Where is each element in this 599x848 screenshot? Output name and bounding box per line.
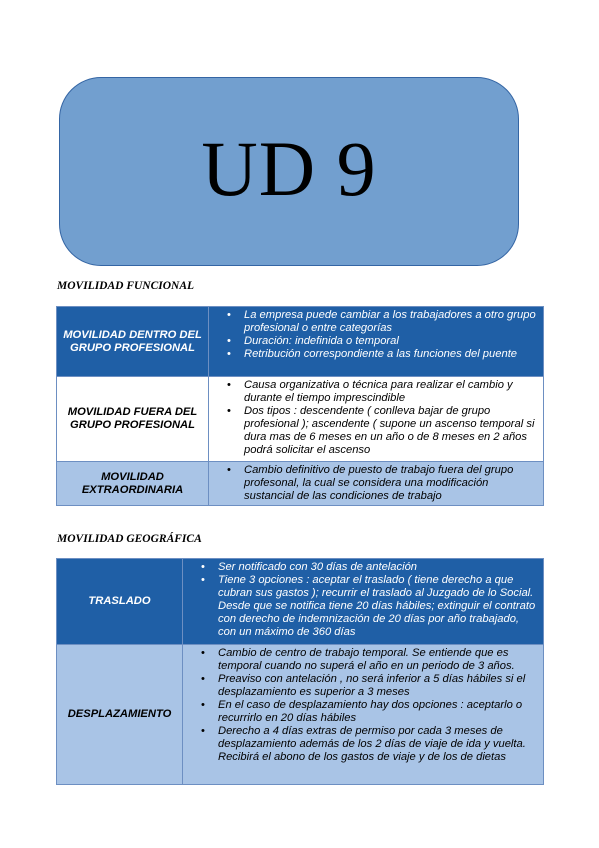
row-content xyxy=(209,377,544,462)
list-item: • Tiene 3 opciones : aceptar el traslado ( tiene derecho a que cubran sus gastos ); recurrir el traslado al Juzgado de lo Social. Desde que se notifica tiene 20 días hábiles; extinguir el contrato con derecho de indemnización de 20 días por año trabajado, con un máximo de 360 días xyxy=(183,574,539,639)
list-item: • Duración: indefinida o temporal xyxy=(209,335,539,348)
section-heading-movilidad-geografica: MOVILIDAD GEOGRÁFICA xyxy=(57,533,202,545)
list-item: • Dos tipos : descendente ( conlleva bajar de grupo profesional ); ascendente ( supone un ascenso temporal si dura mas de 6 meses en un año o de 8 meses en 2 años podrá solicitar el ascenso xyxy=(209,405,539,457)
row-label: MOVILIDAD EXTRAORDINARIA xyxy=(57,462,209,506)
title-banner xyxy=(59,77,519,266)
table-movilidad-geografica xyxy=(56,558,544,785)
list-item: • Cambio de centro de trabajo temporal. Se entiende que es temporal cuando no superá el año en un periodo de 3 años. xyxy=(183,647,539,673)
list-item: • Retribución correspondiente a las funciones del puente xyxy=(209,348,539,361)
section-heading-movilidad-funcional: MOVILIDAD FUNCIONAL xyxy=(57,280,195,292)
row-content xyxy=(183,645,544,785)
list-item: • Cambio definitivo de puesto de trabajo fuera del grupo profesonal, la cual se considera una modificación sustancial de las condiciones de trabajo xyxy=(209,464,539,503)
table-movilidad-funcional xyxy=(56,306,544,506)
row-label: MOVILIDAD FUERA DEL GRUPO PROFESIONAL xyxy=(57,377,209,462)
table-row xyxy=(57,462,544,506)
list-item: • Derecho a 4 días extras de permiso por cada 3 meses de desplazamiento además de los 2 días de viaje de ida y vuelta. Recibirá el abono de los gastos de viaje y de los de dietas xyxy=(183,725,539,764)
list-item: • Ser notificado con 30 días de antelación xyxy=(183,561,539,574)
list-item: • En el caso de desplazamiento hay dos opciones : aceptarlo o recurrirlo en 20 días hábiles xyxy=(183,699,539,725)
list-item: • Causa organizativa o técnica para realizar el cambio y durante el tiempo imprescindible xyxy=(209,379,539,405)
page-title: UD 9 xyxy=(201,124,377,212)
row-content xyxy=(209,307,544,377)
table-row xyxy=(57,645,544,785)
row-label: MOVILIDAD DENTRO DEL GRUPO PROFESIONAL xyxy=(57,307,209,377)
table-row xyxy=(57,559,544,645)
list-item: • La empresa puede cambiar a los trabajadores a otro grupo profesional o entre categorías xyxy=(209,309,539,335)
table-row xyxy=(57,307,544,377)
list-item: • Preaviso con antelación , no será inferior a 5 días hábiles si el desplazamiento es superior a 3 meses xyxy=(183,673,539,699)
row-label: DESPLAZAMIENTO xyxy=(57,645,183,785)
row-content xyxy=(209,462,544,506)
table-row xyxy=(57,377,544,462)
row-label: TRASLADO xyxy=(57,559,183,645)
row-content xyxy=(183,559,544,645)
